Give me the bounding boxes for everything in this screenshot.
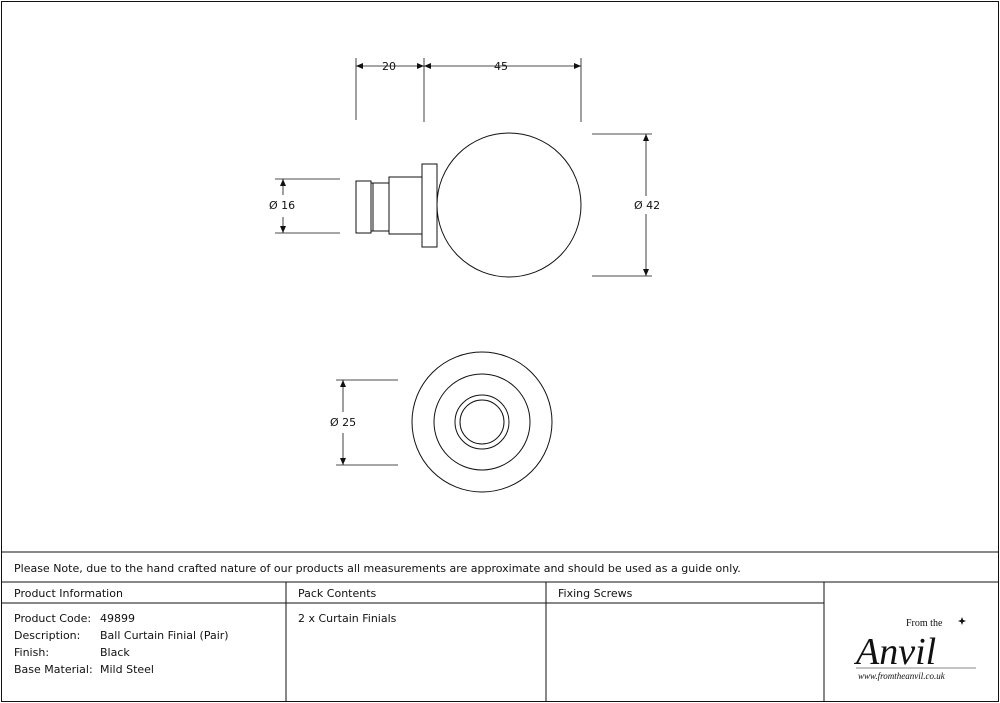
dim-label-42: Ø 42 xyxy=(634,199,661,212)
dim-label-45: 45 xyxy=(494,60,508,73)
measurement-note: Please Note, due to the hand crafted nature of our products all measurements are approximate and should be used as a guide only. xyxy=(14,562,741,575)
logo-website: www.fromtheanvil.co.uk xyxy=(858,671,945,681)
side-view xyxy=(356,133,581,277)
logo-from-the: From the xyxy=(906,618,943,629)
fixing-screws-header: Fixing Screws xyxy=(558,587,633,600)
dim-label-16: Ø 16 xyxy=(269,199,296,212)
logo-star-icon xyxy=(958,617,966,625)
finish-label: Finish: xyxy=(14,646,50,659)
dim-label-20: 20 xyxy=(382,60,396,73)
product-information-header: Product Information xyxy=(14,587,123,600)
logo-brand: Anvil xyxy=(856,631,937,673)
pack-contents-header: Pack Contents xyxy=(298,587,377,600)
product-code-value: 49899 xyxy=(100,612,135,625)
finish-value: Black xyxy=(100,646,130,659)
from-the-anvil-logo xyxy=(826,584,994,698)
description-value: Ball Curtain Finial (Pair) xyxy=(100,629,229,642)
product-code-label: Product Code: xyxy=(14,612,92,625)
description-label: Description: xyxy=(14,629,81,642)
base-material-label: Base Material: xyxy=(14,663,93,676)
end-view xyxy=(412,352,552,492)
base-material-value: Mild Steel xyxy=(100,663,154,676)
dim-label-25: Ø 25 xyxy=(330,416,357,429)
pack-contents-value: 2 x Curtain Finials xyxy=(298,612,397,625)
